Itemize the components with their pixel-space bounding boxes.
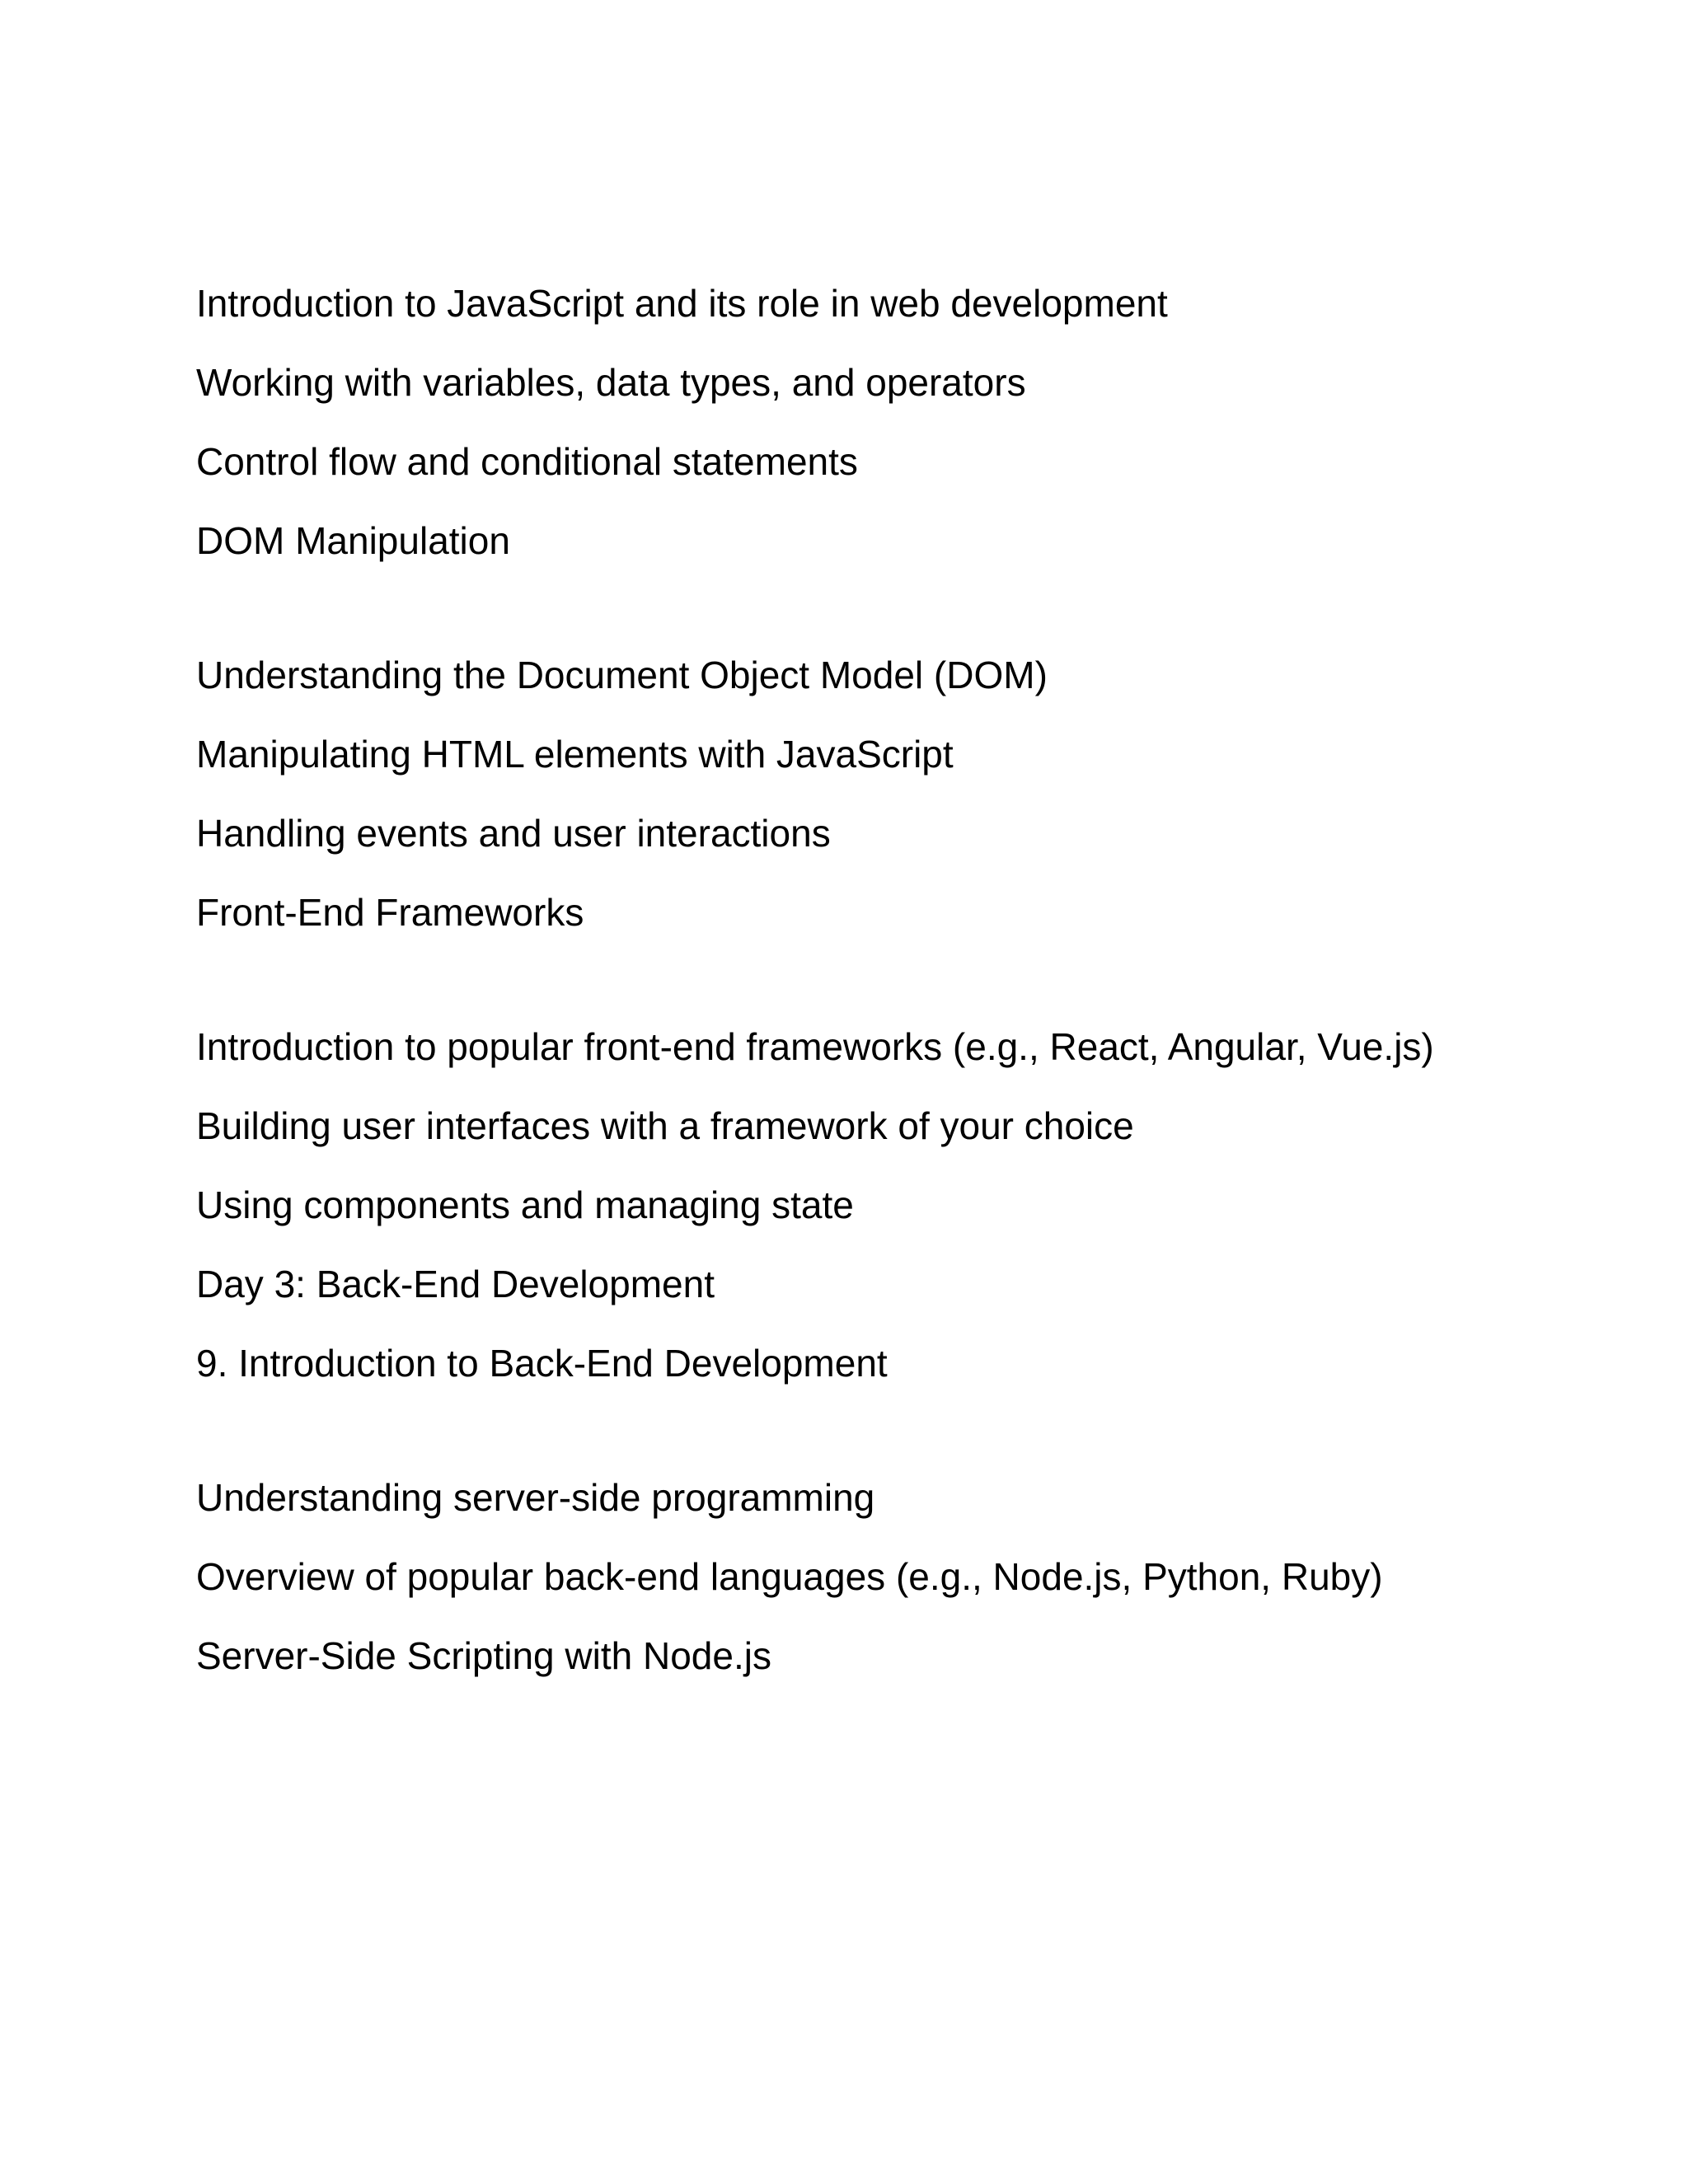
section-group-1 (196, 276, 1498, 569)
text-line: Understanding the Document Object Model (DOM) (196, 654, 1048, 696)
document-body (196, 276, 1498, 1684)
text-line: Working with variables, data types, and operators (196, 361, 1026, 404)
text-line: Manipulating HTML elements with JavaScript (196, 733, 954, 776)
section-group-2 (196, 648, 1498, 940)
text-line: Understanding server-side programming (196, 1476, 875, 1519)
text-line: 9. Introduction to Back-End Development (196, 1342, 888, 1385)
text-line: Introduction to JavaScript and its role in web development (196, 282, 1168, 325)
text-line: Front-End Frameworks (196, 891, 584, 934)
text-line: Introduction to popular front-end frameworks (e.g., React, Angular, Vue.js) (196, 1025, 1434, 1068)
section-group-3 (196, 1019, 1498, 1391)
text-line: DOM Manipulation (196, 519, 510, 562)
text-line: Building user interfaces with a framework of your choice (196, 1104, 1134, 1147)
section-group-4 (196, 1470, 1498, 1684)
text-line: Overview of popular back-end languages (e.g., Node.js, Python, Ruby) (196, 1555, 1383, 1598)
text-line: Server-Side Scripting with Node.js (196, 1634, 771, 1677)
text-line: Using components and managing state (196, 1183, 854, 1226)
text-line: Handling events and user interactions (196, 812, 831, 855)
text-line: Control flow and conditional statements (196, 440, 858, 483)
text-line: Day 3: Back-End Development (196, 1263, 715, 1305)
